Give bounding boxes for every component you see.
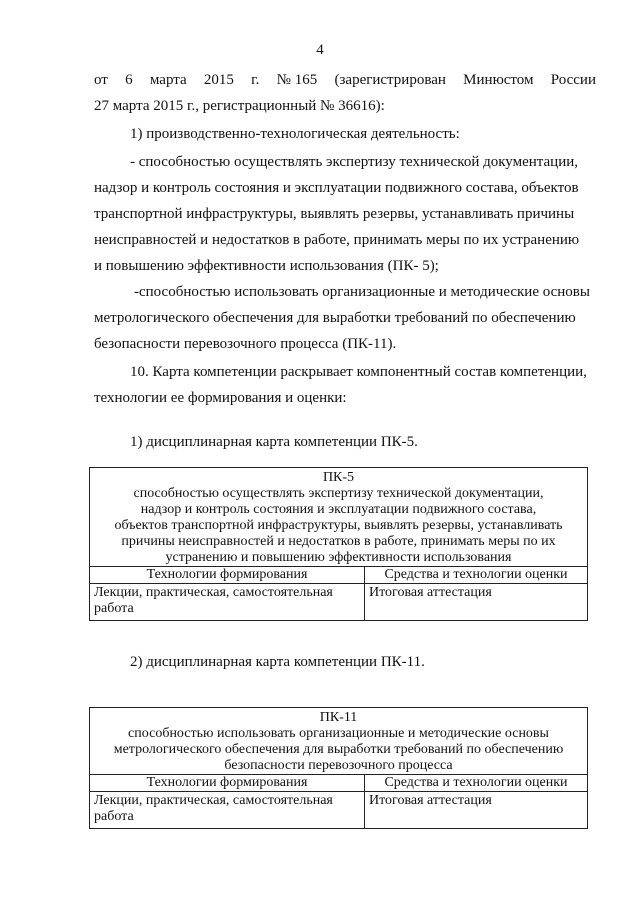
card-description-line: безопасности перевозочного процесса xyxy=(224,758,453,773)
card-description-line: причины неисправностей и недостатков в работе, принимать меры по их xyxy=(121,534,556,549)
intro-word: России xyxy=(550,72,596,88)
card-header xyxy=(90,468,588,567)
pk11-paragraph-line: безопасности перевозочного процесса (ПК-11). xyxy=(94,336,397,352)
pk11-paragraph-line: -способностью использовать организационные и методические основы xyxy=(134,284,590,300)
card-code: ПК-5 xyxy=(322,470,355,485)
card-description-line: метрологического обеспечения для выработки требований по обеспечению xyxy=(113,742,564,757)
competence-card-pk5 xyxy=(89,467,588,621)
intro-word: 6 xyxy=(125,72,133,88)
page-number: 4 xyxy=(316,42,324,58)
card-header xyxy=(90,708,588,775)
technologies-cell: Лекции, практическая, самостоятельная работа xyxy=(90,584,365,621)
column-header-technologies: Технологии формирования xyxy=(90,775,365,792)
pk5-paragraph-line: надзор и контроль состояния и эксплуатации подвижного состава, объектов xyxy=(94,180,579,196)
section-title: 1) производственно-технологическая деятельность: xyxy=(130,126,460,142)
card1-caption: 1) дисциплинарная карта компетенции ПК-5. xyxy=(130,434,418,450)
card-description-line: способностью использовать организационные и методические основы xyxy=(128,726,549,741)
assessment-cell: Итоговая аттестация xyxy=(365,584,588,621)
card2-caption: 2) дисциплинарная карта компетенции ПК-11. xyxy=(130,654,425,670)
pk5-paragraph-line: неисправностей и недостатков в работе, принимать меры по их устранению xyxy=(94,232,580,248)
column-header-assessment: Средства и технологии оценки xyxy=(365,567,588,584)
point10-line: 10. Карта компетенции раскрывает компонентный состав компетенции, xyxy=(130,364,587,380)
intro-word: марта xyxy=(149,72,187,88)
competence-card-pk11 xyxy=(89,707,588,829)
card-description-line: способностью осуществлять экспертизу технической документации, xyxy=(133,486,544,501)
card-description-line: устранению и повышению эффективности использования xyxy=(165,550,512,565)
card-description-line: надзор и контроль состояния и эксплуатации подвижного состава, xyxy=(140,502,537,517)
point10-line: технологии ее формирования и оценки: xyxy=(94,390,347,406)
column-header-technologies: Технологии формирования xyxy=(90,567,365,584)
intro-line-2: 27 марта 2015 г., регистрационный № 36616): xyxy=(94,98,385,114)
pk11-paragraph-line: метрологического обеспечения для выработки требований по обеспечению xyxy=(94,310,576,326)
intro-word: № 165 xyxy=(276,72,318,88)
card-description-line: объектов транспортной инфраструктуры, выявлять резервы, устанавливать xyxy=(114,518,563,533)
technologies-cell: Лекции, практическая, самостоятельная работа xyxy=(90,792,365,829)
column-header-assessment: Средства и технологии оценки xyxy=(365,775,588,792)
assessment-cell: Итоговая аттестация xyxy=(365,792,588,829)
intro-line-1 xyxy=(94,72,596,89)
pk5-paragraph-line: транспортной инфраструктуры, выявлять резервы, устанавливать причины xyxy=(94,206,575,222)
intro-word: от xyxy=(94,72,108,88)
card-code: ПК-11 xyxy=(319,710,358,725)
intro-word: Минюстом xyxy=(463,72,534,88)
intro-word: 2015 xyxy=(203,72,234,88)
intro-word: (зарегистрирован xyxy=(334,72,446,88)
pk5-paragraph-line: и повышению эффективности использования (ПК- 5); xyxy=(94,258,439,274)
intro-word: г. xyxy=(251,72,260,88)
pk5-paragraph-line: - способностью осуществлять экспертизу технической документации, xyxy=(130,154,579,170)
